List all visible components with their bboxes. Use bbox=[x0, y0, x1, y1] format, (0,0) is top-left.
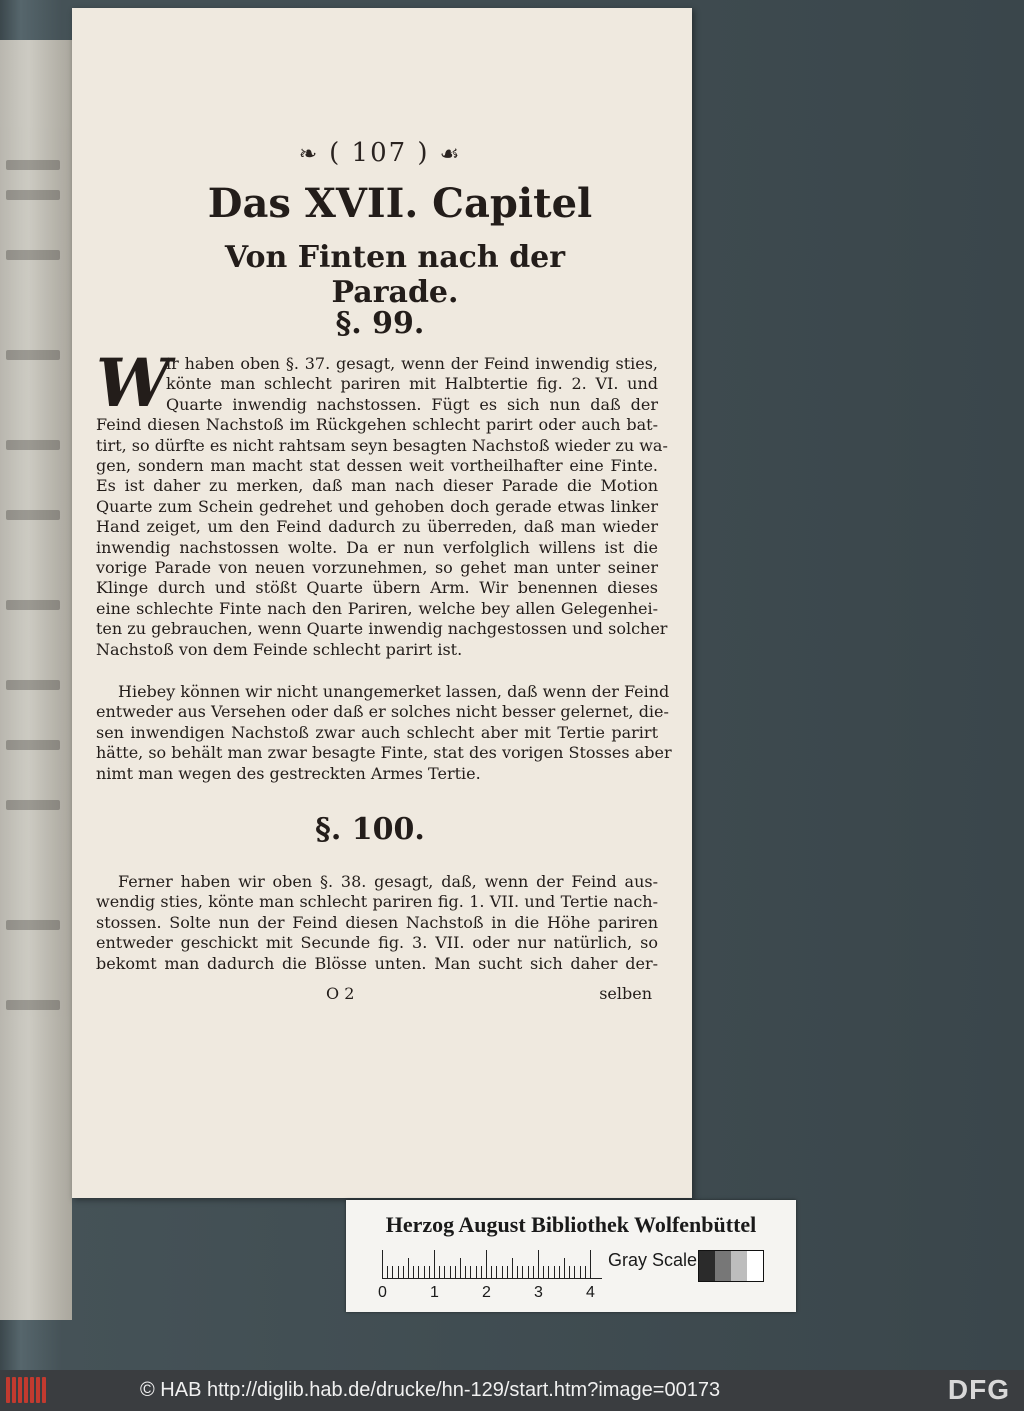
text-line: vorige Parade von neuen vorzunehmen, so gehet man unter seiner bbox=[96, 558, 658, 578]
text-line: wendig sties, könte man schlecht pariren fig. 1. VII. und Tertie nach- bbox=[96, 892, 658, 912]
text-line: tirt, so dürfte es nicht rahtsam seyn besagten Nachstoß wieder zu wa- bbox=[96, 435, 668, 455]
ruler-tick bbox=[569, 1266, 570, 1278]
text-line: Hand zeiget, um den Feind dadurch zu überreden, daß man wieder bbox=[96, 517, 658, 537]
catchword: selben bbox=[599, 984, 652, 1003]
ruler-tick bbox=[528, 1266, 529, 1278]
ruler-tick bbox=[398, 1266, 399, 1278]
ruler-tick bbox=[465, 1266, 466, 1278]
text-line: sen inwendigen Nachstoß zwar auch schlecht aber mit Tertie parirt bbox=[96, 722, 658, 742]
gray-swatch bbox=[715, 1251, 731, 1281]
ruler-tick bbox=[439, 1266, 440, 1278]
drop-capital: W bbox=[96, 344, 171, 422]
ruler-tick bbox=[564, 1258, 565, 1278]
ruler-tick bbox=[507, 1266, 508, 1278]
hab-logo-icon bbox=[6, 1377, 50, 1403]
text-line: Feind diesen Nachstoß im Rückgehen schlecht parirt oder auch bat- bbox=[96, 415, 658, 435]
ruler-tick bbox=[434, 1250, 435, 1278]
text-line: entweder aus Versehen oder daß er solches nicht besser gelernet, die- bbox=[96, 702, 669, 722]
paragraph-2 bbox=[96, 682, 672, 784]
ruler-tick bbox=[517, 1266, 518, 1278]
text-line: nimt man wegen des gestreckten Armes Tertie. bbox=[96, 763, 481, 783]
text-line: eine schlechte Finte nach den Pariren, welche bey allen Gelegenhei- bbox=[96, 598, 658, 618]
ruler-tick bbox=[413, 1266, 414, 1278]
ruler-tick bbox=[392, 1266, 393, 1278]
ruler-number: 1 bbox=[430, 1284, 439, 1301]
ruler-tick bbox=[512, 1258, 513, 1278]
ruler-tick bbox=[543, 1266, 544, 1278]
ruler-tick bbox=[538, 1250, 539, 1278]
ruler-tick bbox=[450, 1266, 451, 1278]
ruler-tick bbox=[476, 1266, 477, 1278]
ruler-tick bbox=[522, 1266, 523, 1278]
ruler-tick bbox=[429, 1266, 430, 1278]
ruler-tick bbox=[574, 1266, 575, 1278]
ornament-left-icon: ❧ bbox=[298, 142, 320, 167]
ruler-tick bbox=[585, 1266, 586, 1278]
text-line: könte man schlecht pariren mit Halbtertie fig. 2. VI. und bbox=[166, 374, 658, 394]
ruler-tick bbox=[403, 1266, 404, 1278]
chapter-title: Das XVII. Capitel bbox=[207, 180, 593, 227]
ruler-tick bbox=[486, 1250, 487, 1278]
ruler-tick bbox=[590, 1250, 591, 1278]
text-line: Es ist daher zu merken, daß man nach dieser Parade die Motion bbox=[96, 476, 658, 496]
ruler-tick bbox=[580, 1266, 581, 1278]
previous-page-edge bbox=[0, 40, 72, 1320]
ruler-tick bbox=[444, 1266, 445, 1278]
section-heading-99: §. 99. bbox=[335, 306, 425, 341]
permalink-link[interactable]: © HAB http://diglib.hab.de/drucke/hn-129/start.htm?image=00173 bbox=[140, 1379, 721, 1401]
text-line: Ferner haben wir oben §. 38. gesagt, daß, wenn der Feind aus- bbox=[118, 872, 658, 891]
scale-ruler bbox=[382, 1248, 602, 1279]
ruler-tick bbox=[554, 1266, 555, 1278]
ornament-right-icon: ☙ bbox=[439, 142, 462, 167]
text-line: ir haben oben §. 37. gesagt, wenn der Feind inwendig sties, bbox=[166, 354, 658, 373]
text-line: entweder geschickt mit Secunde fig. 3. VII. oder nur natürlich, so bbox=[96, 933, 658, 953]
text-line: stossen. Solte nun der Feind diesen Nachstoß in die Höhe pariren bbox=[96, 912, 658, 932]
section-heading-100: §. 100. bbox=[315, 812, 425, 847]
library-name: Herzog August Bibliothek Wolfenbüttel bbox=[385, 1212, 757, 1237]
ruler-tick bbox=[559, 1266, 560, 1278]
ruler-tick bbox=[408, 1258, 409, 1278]
ruler-tick bbox=[481, 1266, 482, 1278]
ruler-tick bbox=[382, 1250, 383, 1278]
text-line: Hiebey können wir nicht unangemerket lassen, daß wenn der Feind bbox=[118, 682, 670, 701]
text-line: Klinge durch und stößt Quarte übern Arm. Wir benennen dieses bbox=[96, 578, 658, 598]
text-line: Quarte inwendig nachstossen. Fügt es sich nun daß der bbox=[166, 394, 658, 414]
ruler-tick bbox=[418, 1266, 419, 1278]
ruler-tick bbox=[491, 1266, 492, 1278]
ruler-tick bbox=[470, 1266, 471, 1278]
gray-scale-swatches bbox=[698, 1250, 764, 1282]
chapter-subtitle: Von Finten nach der Parade. bbox=[224, 240, 566, 310]
ruler-tick bbox=[460, 1258, 461, 1278]
text-line: inwendig nachstossen wolte. Da er nun verfolglich willens ist die bbox=[96, 537, 658, 557]
ruler-tick bbox=[548, 1266, 549, 1278]
ruler-tick bbox=[424, 1266, 425, 1278]
page-number: ( 107 ) bbox=[329, 138, 430, 168]
paragraph-3 bbox=[96, 872, 658, 974]
text-line: gen, sondern man macht stat dessen weit vortheilhafter eine Finte. bbox=[96, 456, 658, 476]
ruler-number: 4 bbox=[586, 1284, 595, 1301]
ruler-tick bbox=[387, 1266, 388, 1278]
paragraph-1 bbox=[96, 344, 668, 660]
page-header bbox=[270, 138, 490, 168]
gray-scale-label: Gray Scale bbox=[608, 1250, 698, 1270]
text-line: bekomt man dadurch die Blösse unten. Man sucht sich daher der- bbox=[96, 953, 658, 973]
ruler-number: 0 bbox=[378, 1284, 387, 1301]
text-line: hätte, so behält man zwar besagte Finte, stat des vorigen Stosses aber bbox=[96, 743, 672, 763]
gray-swatch bbox=[731, 1251, 747, 1281]
ruler-tick bbox=[533, 1266, 534, 1278]
gray-swatch bbox=[699, 1251, 715, 1281]
text-line: Quarte zum Schein gedrehet und gehoben doch gerade etwas linker bbox=[96, 496, 658, 516]
gray-swatch bbox=[747, 1251, 763, 1281]
ruler-number: 3 bbox=[534, 1284, 543, 1301]
page-footer bbox=[96, 984, 656, 1008]
signature-mark: O 2 bbox=[326, 984, 355, 1003]
ruler-tick bbox=[455, 1266, 456, 1278]
color-calibration-card bbox=[346, 1200, 796, 1312]
ruler-tick bbox=[502, 1266, 503, 1278]
ruler-tick bbox=[496, 1266, 497, 1278]
ruler-number: 2 bbox=[482, 1284, 491, 1301]
text-line: ten zu gebrauchen, wenn Quarte inwendig nachgestossen und solcher bbox=[96, 619, 668, 639]
bottom-bar bbox=[0, 1370, 1024, 1411]
dfg-logo: DFG bbox=[947, 1374, 1010, 1405]
text-line: Nachstoß von dem Feinde schlecht parirt ist. bbox=[96, 639, 463, 659]
